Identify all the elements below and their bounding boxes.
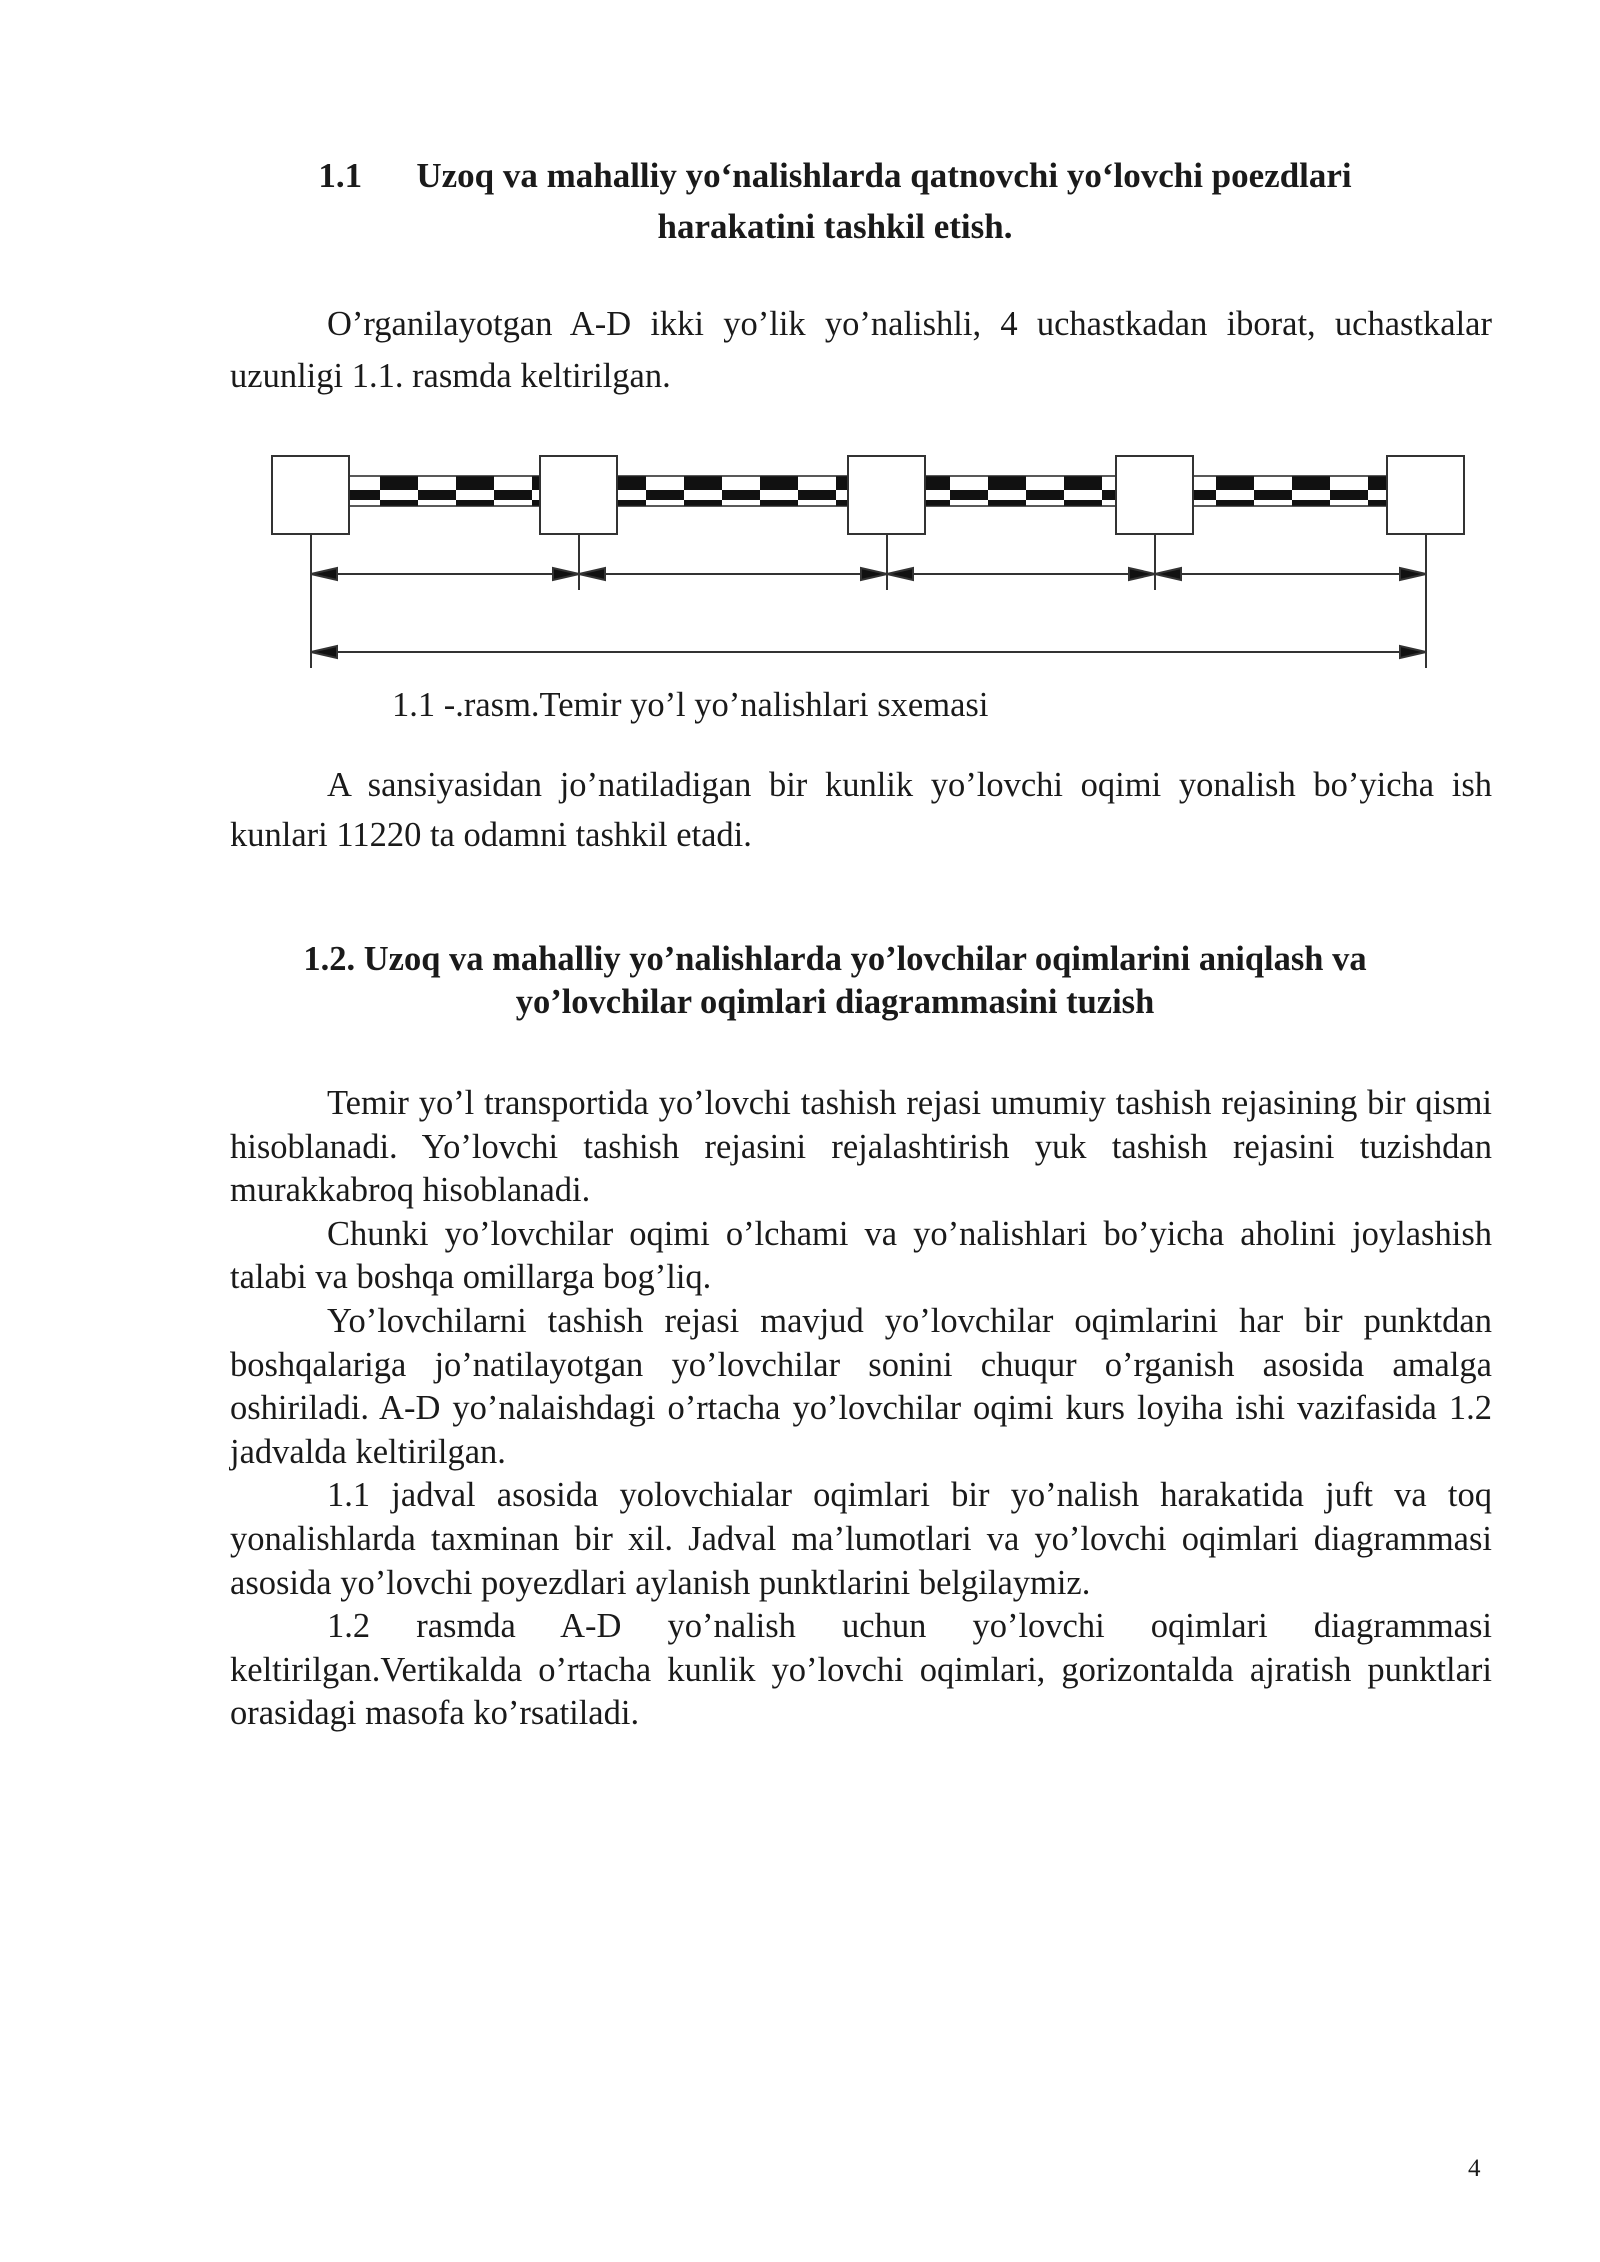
- total-length-dimension: [311, 646, 1426, 658]
- track-section: [1193, 476, 1387, 506]
- body-paragraph: 1.2 rasmda A-D yo’nalish uchun yo’lovchi oqimlari diagrammasi keltirilgan.Vertikalda o’rtacha kunlik yo’lovchi oqimlari, gorizontalda ajratish punktlari orasidagi masofa ko’rsatiladi.: [230, 1607, 1492, 1733]
- section-2-heading: [230, 938, 1440, 1024]
- dimension-extension-lines: [311, 534, 1426, 668]
- section-length-dimension: [311, 568, 579, 580]
- section-1-title-line2: harakatini tashkil etish.: [657, 207, 1013, 246]
- section-1-title-line1: Uzoq va mahalliy yo‘nalishlarda qatnovchi yo‘lovchi poezdlari: [416, 156, 1352, 195]
- station-box: [272, 456, 349, 534]
- intro-paragraph: O’rganilayotgan A-D ikki yo’lik yo’nalishli, 4 uchastkadan iborat, uchastkalar uzunligi 1.1. rasmda keltirilgan.: [230, 305, 1492, 395]
- station-box: [848, 456, 925, 534]
- section-2-title-line2: yo’lovchilar oqimlari diagrammasini tuzish: [515, 983, 1155, 1021]
- station-box: [1116, 456, 1193, 534]
- body-text: [230, 1082, 1492, 1736]
- track-section: [617, 476, 848, 506]
- body-paragraph: Temir yo’l transportida yo’lovchi tashish rejasi umumiy tashish rejasining bir qismi hisoblanadi. Yo’lovchi tashish rejasini rejalashtirish yuk tashish rejasini tuzishdan murakkabroq hisoblanadi.: [230, 1084, 1492, 1210]
- figure-caption-text: 1.1 -.rasm.Temir yo’l yo’nalishlari sxemasi: [392, 686, 989, 724]
- station-box: [1387, 456, 1464, 534]
- section-2-title-line1: 1.2. Uzoq va mahalliy yo’nalishlarda yo’lovchilar oqimlarini aniqlash va: [303, 940, 1367, 978]
- body-paragraph: 1.1 jadval asosida yolovchialar oqimlari bir yo’nalish harakatida juft va toq yonalishlarda taxminan bir xil. Jadval ma’lumotlari va yo’lovchi oqimlari diagrammasi asosida yo’lovchi poyezdlari aylanish punktlarini belgilaymiz.: [230, 1476, 1492, 1602]
- section-length-dimension: [579, 568, 887, 580]
- body-paragraph: Chunki yo’lovchilar oqimi o’lchami va yo’nalishlari bo’yicha aholini joylashish talabi va boshqa omillarga bog’liq.: [230, 1214, 1492, 1297]
- section-length-dimension: [887, 568, 1155, 580]
- page-number: 4: [1468, 2155, 1481, 2182]
- station-box: [540, 456, 617, 534]
- body-paragraph: Yo’lovchilarni tashish rejasi mavjud yo’lovchilar oqimlarini har bir punktdan boshqalariga jo’natilayotgan yo’lovchilar sonini chuqur o’rganish asosida amalga oshiriladi. A-D yo’nalaishdagi o’rtacha yo’lovchilar oqimi kurs loyiha ishi vazifasida 1.2 jadvalda keltirilgan.: [230, 1301, 1492, 1471]
- section-length-dimension: [1155, 568, 1426, 580]
- track-section: [925, 476, 1116, 506]
- railway-scheme-diagram: [0, 0, 1600, 700]
- figure-caption: [0, 680, 1600, 730]
- section-1-number: 1.1: [318, 156, 363, 195]
- track-section: [349, 476, 540, 506]
- flow-paragraph: A sansiyasidan jo’natiladigan bir kunlik yo’lovchi oqimi yonalish bo’yicha ish kunlari 11220 ta odamni tashkil etadi.: [230, 766, 1492, 854]
